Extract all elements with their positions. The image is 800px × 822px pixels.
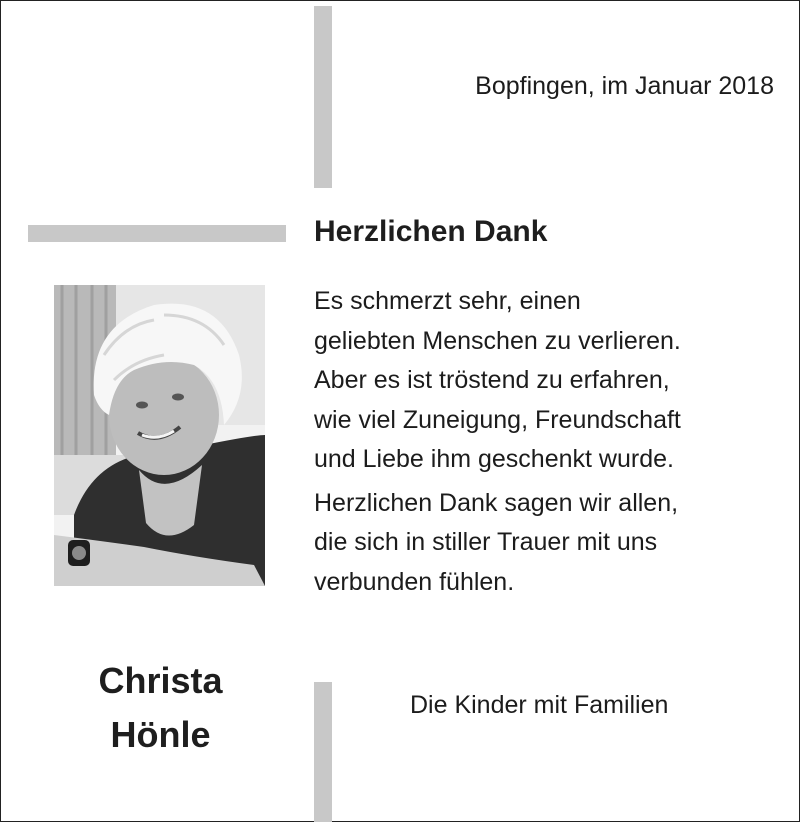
paragraph-1 xyxy=(314,282,784,480)
notice-title: Herzlichen Dank xyxy=(314,215,548,248)
place-date: Bopfingen, im Januar 2018 xyxy=(475,72,774,100)
notice-text xyxy=(314,282,784,602)
cross-bar-horizontal xyxy=(28,225,286,242)
deceased-first-name: Christa xyxy=(98,660,223,701)
cross-bar-top xyxy=(314,6,332,188)
text-line: verbunden fühlen. xyxy=(314,567,515,596)
text-line: und Liebe ihm geschenkt wurde. xyxy=(314,445,674,473)
text-line: Herzlichen Dank sagen wir allen, xyxy=(314,488,679,517)
portrait-photo xyxy=(54,285,265,586)
text-line: wie viel Zuneigung, Freundschaft xyxy=(314,405,681,434)
deceased-last-name: Hönle xyxy=(110,714,211,755)
text-line: die sich in stiller Trauer mit uns xyxy=(314,528,658,556)
text-line: Aber es ist tröstend zu erfahren, xyxy=(314,366,670,394)
text-line: Es schmerzt sehr, einen xyxy=(314,287,581,315)
text-line: geliebten Menschen zu verlieren. xyxy=(314,326,681,355)
signature: Die Kinder mit Familien xyxy=(410,691,669,719)
cross-bar-bottom xyxy=(314,682,332,822)
paragraph-2 xyxy=(314,484,784,603)
